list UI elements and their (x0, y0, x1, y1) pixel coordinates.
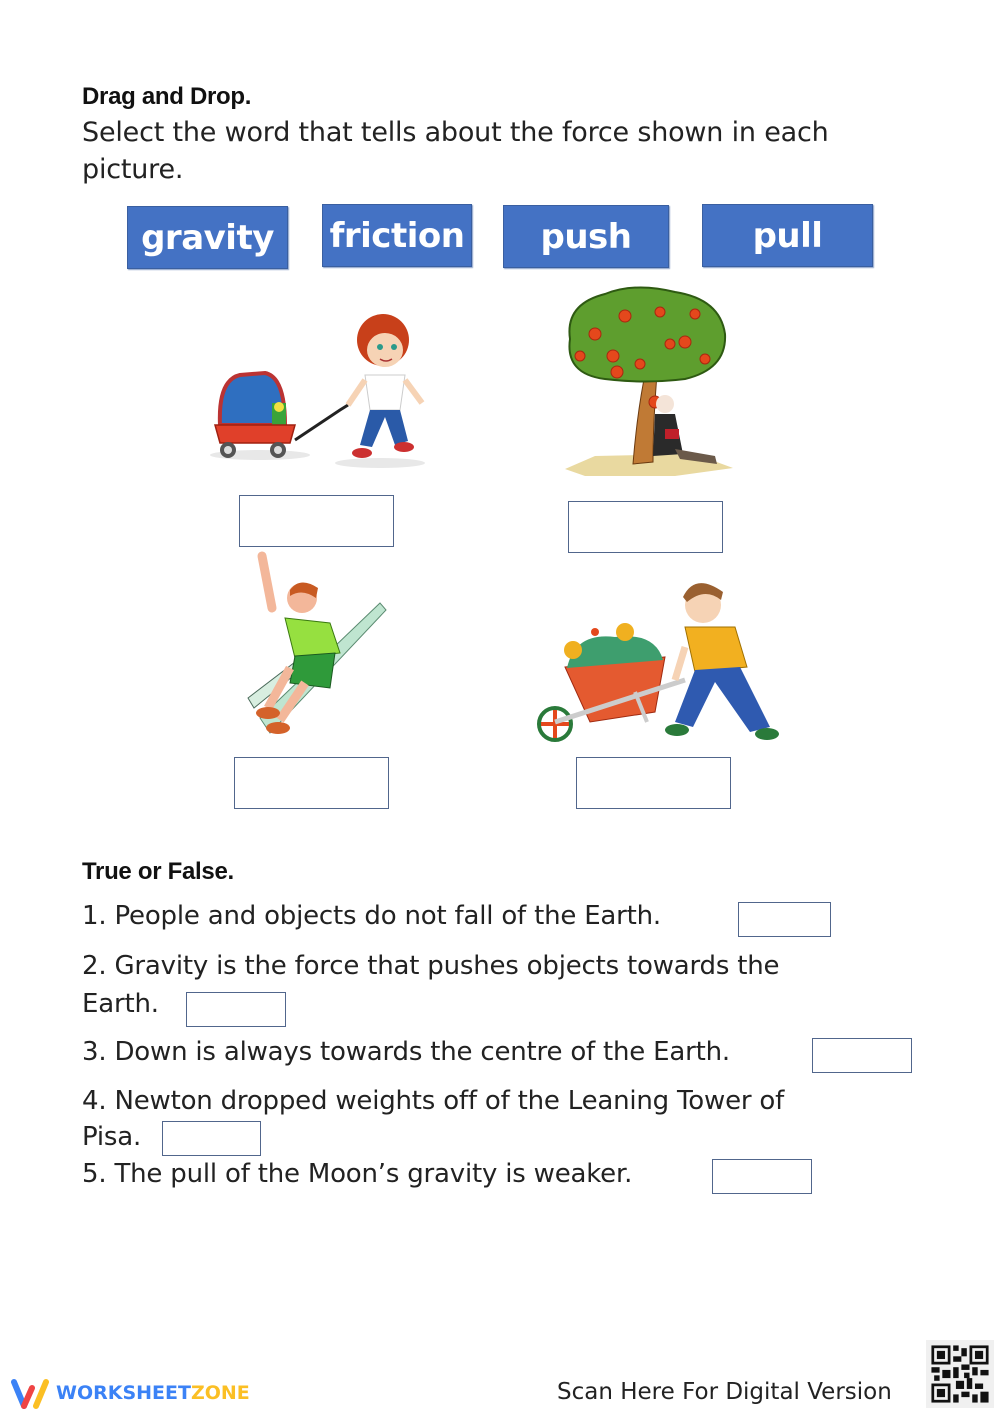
qr-code-icon[interactable] (926, 1340, 994, 1408)
section-title-true-false: True or False. (82, 858, 234, 885)
drop-box-picture-2[interactable] (568, 501, 723, 553)
brand-zone-text: ZONE (190, 1382, 250, 1404)
drop-box-picture-4[interactable] (576, 757, 731, 809)
question-1-text: 1. People and objects do not fall of the Earth. (82, 901, 661, 931)
brand-worksheet-text: WORKSHEET (56, 1382, 191, 1404)
answer-box-question-4[interactable] (162, 1121, 261, 1156)
answer-box-question-1[interactable] (738, 902, 831, 937)
boy-pushing-wheelbarrow-image (535, 572, 795, 747)
answer-box-question-5[interactable] (712, 1159, 812, 1194)
question-5-text: 5. The pull of the Moon’s gravity is weaker. (82, 1159, 633, 1189)
question-4-text-line-1: 4. Newton dropped weights off of the Leaning Tower of (82, 1086, 785, 1116)
boy-pulling-wagon-image (200, 295, 435, 470)
worksheet-zone-logo (10, 1376, 250, 1410)
answer-box-question-2[interactable] (186, 992, 286, 1027)
boy-on-slide-image (240, 548, 390, 743)
instruction-line-1: Select the word that tells about the force shown in each (82, 117, 829, 148)
scan-label: Scan Here For Digital Version (557, 1379, 892, 1405)
question-3-text: 3. Down is always towards the centre of the Earth. (82, 1037, 730, 1067)
word-pull-button[interactable]: pull (702, 204, 873, 267)
word-gravity-button[interactable]: gravity (127, 206, 288, 269)
word-friction-button[interactable]: friction (322, 204, 472, 267)
drop-box-picture-3[interactable] (234, 757, 389, 809)
question-2-text-line-2: Earth. (82, 989, 159, 1019)
question-4-text-line-2: Pisa. (82, 1122, 142, 1152)
newton-apple-tree-image (555, 284, 740, 479)
worksheet-zone-logo-icon (10, 1376, 52, 1410)
section-title-drag-drop: Drag and Drop. (82, 83, 252, 110)
question-2-text-line-1: 2. Gravity is the force that pushes objects towards the (82, 951, 780, 981)
word-push-button[interactable]: push (503, 205, 669, 268)
drop-box-picture-1[interactable] (239, 495, 394, 547)
instruction-line-2: picture. (82, 154, 184, 185)
answer-box-question-3[interactable] (812, 1038, 912, 1073)
